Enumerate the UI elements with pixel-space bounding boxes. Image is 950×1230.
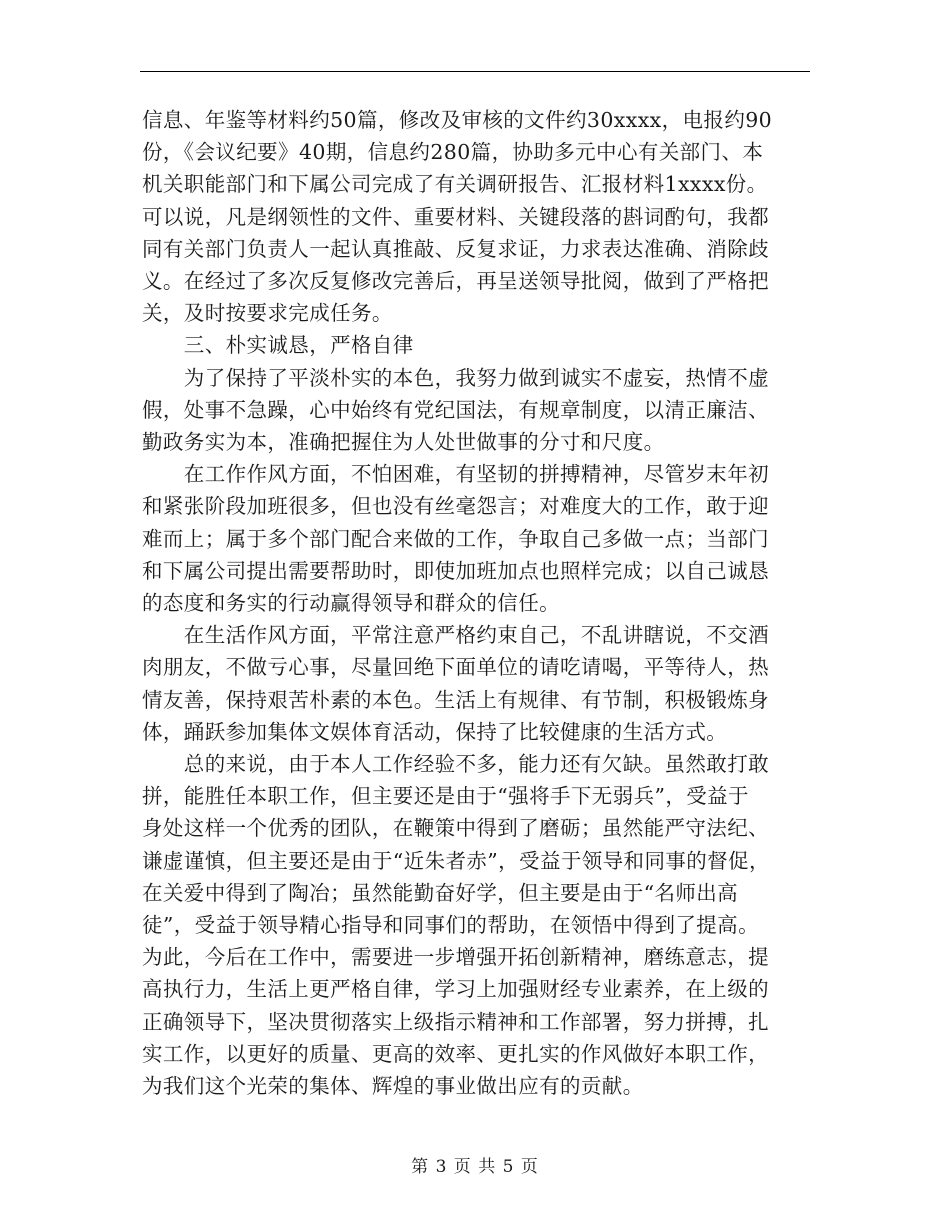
paragraph-5: 总的来说，由于本人工作经验不多，能力还有欠缺。虽然敢打敢 拼，能胜任本职工作，但主要还是由于“强将手下无弱兵”，受益于 身处这样一个优秀的团队，在鞭策中得到了磨砺；虽然能严守法纪、 谦虚谨慎，但主要还是由于“近朱者赤”，受益于领导和同事的督促， 在关爱中得到了陶冶；虽然能勤奋好学，但主要是由于“名师出高 徒”，受益于领导精心指导和同事们的帮助，在领悟中得到了提高。 为此，今后在工作中，需要进一步增强开拓创新精神，磨练意志，提 高执行力，生活上更严格自律，学习上加强财经专业素养，在上级的 正确领导下，坚决贯彻落实上级指示精神和工作部署，努力拼搏，扎 实工作，以更好的质量、更高的效率、更扎实的作风做好本职工作， 为我们这个光荣的集体、辉煌的事业做出应有的贡献。 [142, 752, 770, 1099]
paragraph-4: 在生活作风方面，平常注意严格约束自己，不乱讲瞎说，不交酒 肉朋友，不做亏心事，尽量回绝下面单位的请吃请喝，平等待人，热 情友善，保持艰苦朴素的本色。生活上有规律、有节制，积极锻炼身 体，踊跃参加集体文娱体育活动，保持了比较健康的生活方式。 [142, 623, 769, 744]
document-body [142, 104, 810, 1102]
paragraph-1: 信息、年鉴等材料约50篇，修改及审核的文件约30xxxx，电报约90 份，《会议纪要》40期，信息约280篇，协助多元中心有关部门、本 机关职能部门和下属公司完成了有关调研报告、汇报材料1xxxx份。 可以说，凡是纲领性的文件、重要材料、关键段落的斟词酌句，我都 同有关部门负责人一起认真推敲、反复求证，力求表达准确、消除歧 义。在经过了多次反复修改完善后，再呈送领导批阅，做到了严格把 关，及时按要求完成任务。 [142, 108, 773, 326]
page-number: 第 3 页 共 5 页 [411, 1157, 539, 1177]
paragraph-2: 为了保持了平淡朴实的本色，我努力做到诚实不虚妄，热情不虚 假，处事不急躁，心中始终有党纪国法，有规章制度，以清正廉洁、 勤政务实为本，准确把握住为人处世做事的分寸和尺度。 [142, 365, 769, 455]
header-rule [140, 71, 810, 72]
paragraph-3: 在工作作风方面，不怕困难，有坚韧的拼搏精神，尽管岁末年初 和紧张阶段加班很多，但也没有丝毫怨言；对难度大的工作，敢于迎 难而上；属于多个部门配合来做的工作，争取自己多做一点；当部门 和下属公司提出需要帮助时，即使加班加点也照样完成；以自己诚恳 的态度和务实的行动赢得领导和群众的信任。 [142, 462, 769, 616]
section-heading: 三、朴实诚恳，严格自律 [142, 333, 414, 358]
